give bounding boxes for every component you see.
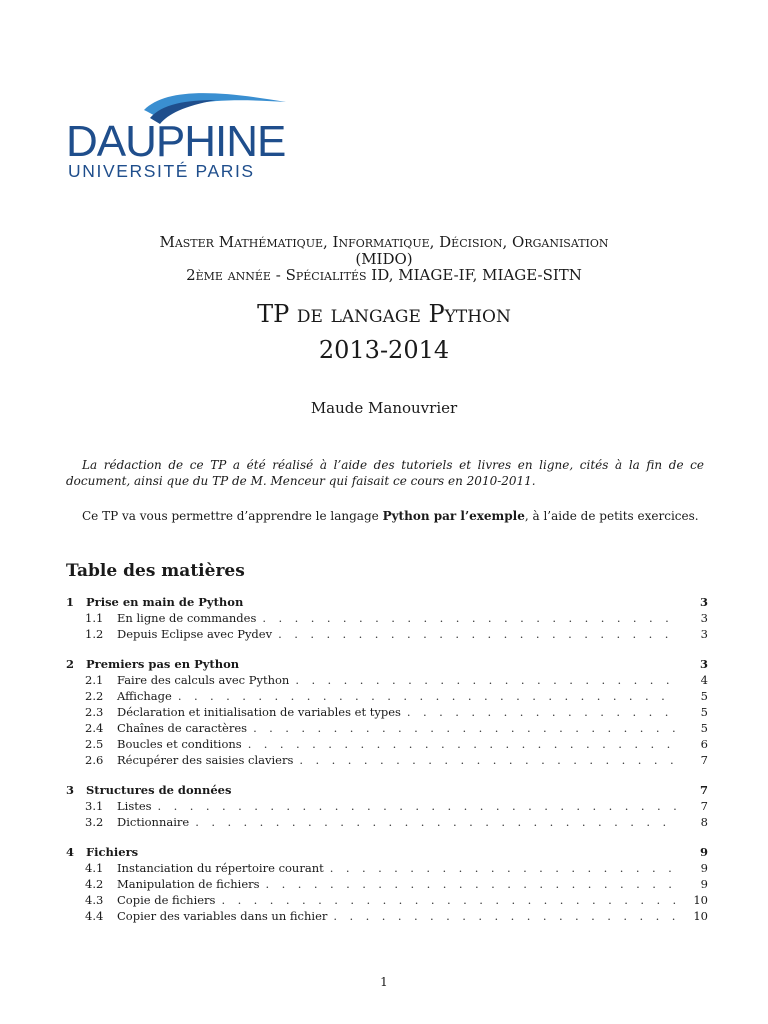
dauphine-logo <box>66 88 296 183</box>
toc-subsection-title: Faire des calculs avec Python <box>117 673 290 687</box>
document-title: TP de langage Python <box>257 300 511 328</box>
toc-subsection-title: Affichage <box>117 689 172 703</box>
intro-text-start: Ce TP va vous permettre d’apprendre le langage <box>82 509 383 523</box>
toc-subsection-number: 4.3 <box>85 893 104 907</box>
toc-subsection-entry[interactable] <box>66 610 708 626</box>
toc-subsection-title: Copier des variables dans un fichier <box>117 909 328 923</box>
toc-section <box>66 656 708 768</box>
toc-section-entry[interactable] <box>66 844 708 860</box>
toc-dot-leader <box>260 876 678 892</box>
toc-subsection-number: 2.4 <box>85 721 104 735</box>
toc-subsection-page: 3 <box>700 627 708 641</box>
toc-subsection-page: 9 <box>700 877 708 891</box>
toc-subsection-entry[interactable] <box>66 704 708 720</box>
toc-subsection-page: 7 <box>700 753 708 767</box>
toc-dot-leader <box>247 720 678 736</box>
toc-dot-leader <box>289 672 678 688</box>
toc-subsection-entry[interactable] <box>66 752 708 768</box>
intro-paragraph <box>66 508 704 524</box>
toc-section-page: 3 <box>699 595 708 609</box>
toc-dot-leader <box>189 814 678 830</box>
toc-subsection-number: 1.1 <box>85 611 104 625</box>
academic-year: 2013-2014 <box>318 336 450 364</box>
toc-section <box>66 844 708 924</box>
toc-subsection-entry[interactable] <box>66 798 708 814</box>
logo-wordmark: DAUPHINE <box>66 117 286 166</box>
toc-section-page: 3 <box>699 657 708 671</box>
toc-subsection-page: 10 <box>693 893 708 907</box>
toc-section-entry[interactable] <box>66 594 708 610</box>
toc-subsection-page: 7 <box>700 799 708 813</box>
toc-subsection-number: 2.6 <box>85 753 104 767</box>
toc-subsection-title: Boucles et conditions <box>117 737 242 751</box>
toc-subsection-number: 4.2 <box>85 877 104 891</box>
toc-section-entry[interactable] <box>66 656 708 672</box>
toc-subsection-title: Instanciation du répertoire courant <box>117 861 324 875</box>
toc-subsection-number: 4.4 <box>85 909 104 923</box>
toc-section-title: Premiers pas en Python <box>86 657 240 671</box>
toc-subsection-number: 2.2 <box>85 689 104 703</box>
intro-bold: Python par l’exemple <box>382 509 525 523</box>
toc-dot-leader <box>272 626 678 642</box>
year-specialties: 2ème année - Spécialités ID, MIAGE-IF, MIAGE-SITN <box>186 266 582 284</box>
toc-dot-leader <box>401 704 678 720</box>
toc-section <box>66 782 708 830</box>
toc-subsection-title: Depuis Eclipse avec Pydev <box>117 627 273 641</box>
toc-subsection-page: 10 <box>693 909 708 923</box>
toc-subsection-entry[interactable] <box>66 860 708 876</box>
toc-subsection-page: 6 <box>700 737 708 751</box>
toc-subsection-title: En ligne de commandes <box>117 611 257 625</box>
toc-subsection-page: 9 <box>700 861 708 875</box>
toc-dot-leader <box>152 798 678 814</box>
table-of-contents <box>66 594 708 938</box>
toc-section-number: 2 <box>66 657 75 671</box>
toc-subsection-entry[interactable] <box>66 876 708 892</box>
toc-subsection-number: 2.1 <box>85 673 104 687</box>
toc-subsection-page: 4 <box>700 673 708 687</box>
toc-subsection-entry[interactable] <box>66 672 708 688</box>
toc-dot-leader <box>242 736 678 752</box>
toc-subsection-entry[interactable] <box>66 736 708 752</box>
toc-dot-leader <box>172 688 678 704</box>
toc-subsection-page: 5 <box>700 721 708 735</box>
toc-subsection-page: 5 <box>700 689 708 703</box>
toc-section <box>66 594 708 642</box>
program-title: Master Mathématique, Informatique, Décision, Organisation <box>159 233 609 251</box>
toc-subsection-number: 1.2 <box>85 627 104 641</box>
toc-section-page: 9 <box>699 845 708 859</box>
toc-section-number: 1 <box>66 595 75 609</box>
toc-subsection-title: Manipulation de fichiers <box>117 877 260 891</box>
toc-subsection-number: 2.5 <box>85 737 104 751</box>
toc-subsection-entry[interactable] <box>66 814 708 830</box>
toc-section-title: Prise en main de Python <box>86 595 244 609</box>
toc-subsection-page: 8 <box>700 815 708 829</box>
toc-dot-leader <box>324 860 678 876</box>
toc-subsection-entry[interactable] <box>66 908 708 924</box>
toc-subsection-title: Déclaration et initialisation de variables et types <box>117 705 401 719</box>
toc-dot-leader <box>293 752 678 768</box>
toc-subsection-title: Copie de fichiers <box>117 893 216 907</box>
toc-subsection-entry[interactable] <box>66 720 708 736</box>
toc-section-page: 7 <box>699 783 708 797</box>
toc-section-number: 3 <box>66 783 75 797</box>
toc-subsection-number: 3.2 <box>85 815 104 829</box>
logo-subtitle: UNIVERSITÉ PARIS <box>68 161 255 181</box>
author-name: Maude Manouvrier <box>310 399 458 417</box>
toc-dot-leader <box>215 892 678 908</box>
toc-subsection-entry[interactable] <box>66 688 708 704</box>
page-number: 1 <box>380 975 388 989</box>
toc-section-number: 4 <box>66 845 75 859</box>
toc-heading: Table des matières <box>66 561 245 581</box>
toc-dot-leader <box>256 610 678 626</box>
toc-dot-leader <box>327 908 678 924</box>
toc-subsection-page: 3 <box>700 611 708 625</box>
toc-subsection-title: Chaînes de caractères <box>117 721 248 735</box>
toc-subsection-entry[interactable] <box>66 892 708 908</box>
toc-subsection-title: Récupérer des saisies claviers <box>117 753 294 767</box>
toc-section-title: Structures de données <box>86 783 232 797</box>
toc-subsection-page: 5 <box>700 705 708 719</box>
toc-subsection-number: 3.1 <box>85 799 104 813</box>
toc-section-title: Fichiers <box>86 845 139 859</box>
toc-subsection-title: Dictionnaire <box>117 815 190 829</box>
toc-subsection-entry[interactable] <box>66 626 708 642</box>
toc-subsection-number: 4.1 <box>85 861 104 875</box>
program-acronym: (MIDO) <box>355 250 413 268</box>
toc-section-entry[interactable] <box>66 782 708 798</box>
intro-text-end: , à l’aide de petits exercices. <box>524 509 699 523</box>
credits-paragraph: La rédaction de ce TP a été réalisé à l’aide des tutoriels et livres en ligne, cités à la fin de ce document, ainsi que du TP de M. Menceur qui faisait ce cours en 2010-2011. <box>66 458 704 488</box>
toc-subsection-number: 2.3 <box>85 705 104 719</box>
toc-subsection-title: Listes <box>117 799 152 813</box>
